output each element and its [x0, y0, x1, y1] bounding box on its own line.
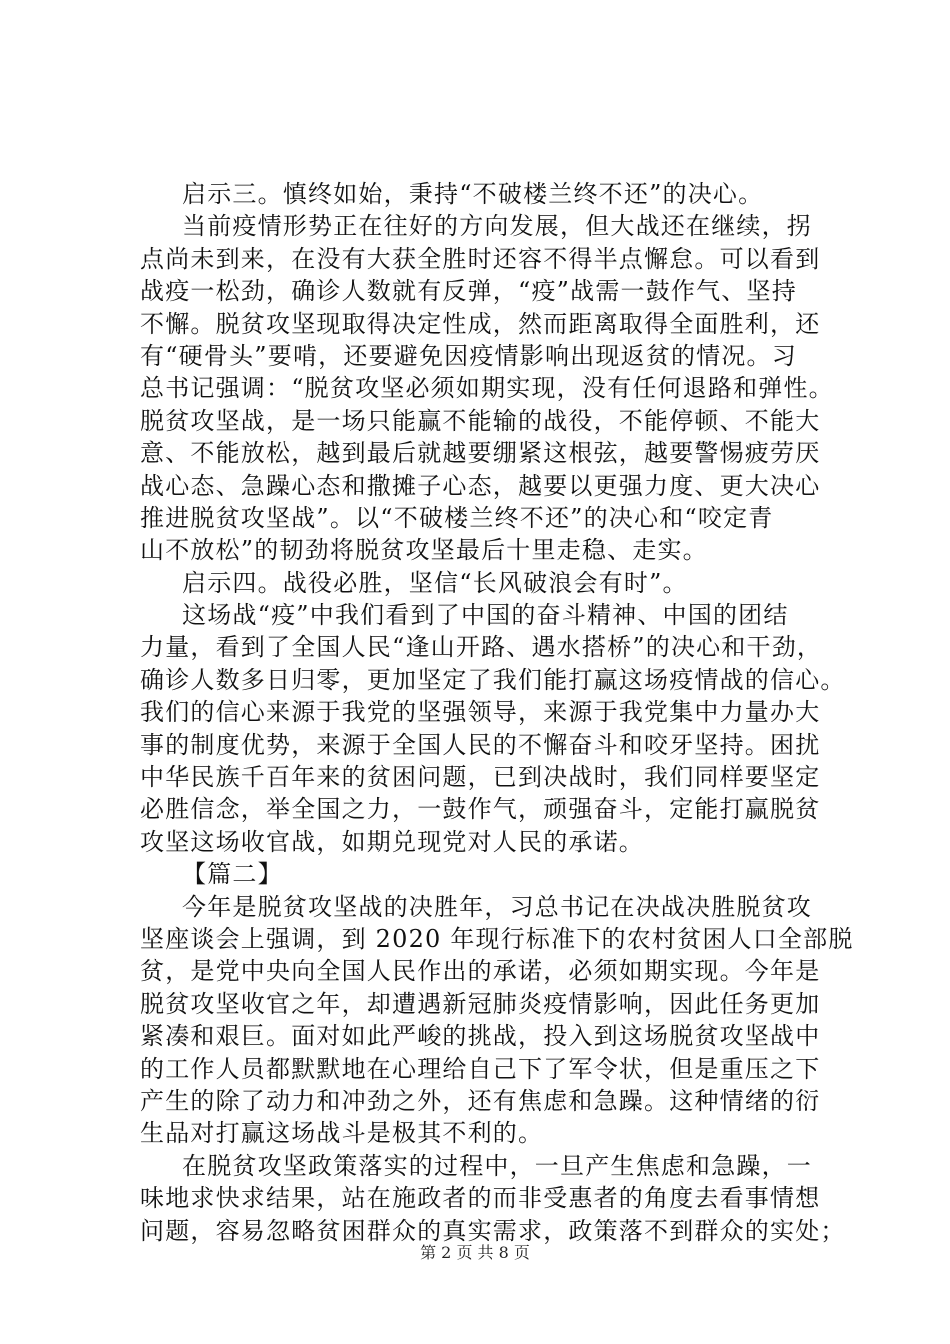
page-number-footer: 第 2 页 共 8 页	[420, 1243, 530, 1262]
paragraph-line: 事的制度优势，来源于全国人民的不懈奋斗和咬牙坚持。困扰	[140, 730, 821, 759]
paragraph-line: 这场战“疫”中我们看到了中国的奋斗精神、中国的团结	[182, 601, 789, 630]
paragraph-line: 战疫一松劲，确诊人数就有反弹，“疫”战需一鼓作气、坚持	[140, 277, 797, 306]
paragraph-line: 点尚未到来，在没有大获全胜时还容不得半点懈怠。可以看到	[140, 244, 821, 273]
paragraph-line: 脱贫攻坚战，是一场只能赢不能输的战役，不能停顿、不能大	[140, 406, 821, 435]
paragraph-line: 总书记强调：“脱贫攻坚必须如期实现，没有任何退路和弹性。	[140, 374, 834, 403]
paragraph-line: 在脱贫攻坚政策落实的过程中，一旦产生焦虑和急躁，一	[182, 1151, 812, 1180]
body-text	[140, 178, 854, 1247]
section-heading: 【篇二】	[182, 860, 283, 889]
paragraph-line: 今年是脱贫攻坚战的决胜年，习总书记在决战决胜脱贫攻	[182, 892, 812, 921]
paragraph-line: 产生的除了动力和冲劲之外，还有焦虑和急躁。这种情绪的衍	[140, 1086, 821, 1115]
paragraph-line: 不懈。脱贫攻坚现取得决定性成，然而距离取得全面胜利，还	[140, 309, 821, 338]
paragraph-line: 脱贫攻坚收官之年，却遭遇新冠肺炎疫情影响，因此任务更加	[140, 989, 821, 1018]
paragraph-line: 战心态、急躁心态和撒摊子心态，越要以更强力度、更大决心	[140, 471, 821, 500]
paragraph-line: 的工作人员都默默地在心理给自己下了军令状，但是重压之下	[140, 1054, 821, 1083]
paragraph-line: 紧凑和艰巨。面对如此严峻的挑战，投入到这场脱贫攻坚战中	[140, 1022, 821, 1051]
paragraph-line: 问题，容易忽略贫困群众的真实需求，政策落不到群众的实处；	[140, 1216, 846, 1245]
paragraph-line: 攻坚这场收官战，如期兑现党对人民的承诺。	[140, 827, 644, 856]
paragraph-line: 必胜信念，举全国之力，一鼓作气，顽强奋斗，定能打赢脱贫	[140, 795, 821, 824]
paragraph-line: 确诊人数多日归零，更加坚定了我们能打赢这场疫情战的信心。	[140, 665, 846, 694]
paragraph-line: 启示四。战役必胜，坚信“长风破浪会有时”。	[182, 568, 688, 597]
paragraph-line: 生品对打赢这场战斗是极其不利的。	[140, 1119, 544, 1148]
paragraph-line: 有“硬骨头”要啃，还要避免因疫情影响出现返贫的情况。习	[140, 341, 797, 370]
paragraph-line: 意、不能放松，越到最后就越要绷紧这根弦，越要警惕疲劳厌	[140, 439, 821, 468]
paragraph-line: 味地求快求结果，站在施政者的而非受惠者的角度去看事情想	[140, 1184, 821, 1213]
paragraph-line: 我们的信心来源于我党的坚强领导，来源于我党集中力量办大	[140, 698, 821, 727]
paragraph-line: 启示三。慎终如始，秉持“不破楼兰终不还”的决心。	[182, 180, 764, 208]
paragraph-line: 坚座谈会上强调，到 2020 年现行标准下的农村贫困人口全部脱	[140, 924, 854, 953]
paragraph-line: 推进脱贫攻坚战”。以“不破楼兰终不还”的决心和“咬定青	[140, 503, 774, 532]
paragraph-line: 当前疫情形势正在往好的方向发展，但大战还在继续，拐	[182, 212, 812, 241]
paragraph-line: 贫，是党中央向全国人民作出的承诺，必须如期实现。今年是	[140, 957, 821, 986]
paragraph-line: 山不放松”的韧劲将脱贫攻坚最后十里走稳、走实。	[140, 536, 708, 565]
paragraph-line: 力量，看到了全国人民“逢山开路、遇水搭桥”的决心和干劲，	[140, 633, 823, 662]
paragraph-line: 中华民族千百年来的贫困问题，已到决战时，我们同样要坚定	[140, 763, 821, 792]
